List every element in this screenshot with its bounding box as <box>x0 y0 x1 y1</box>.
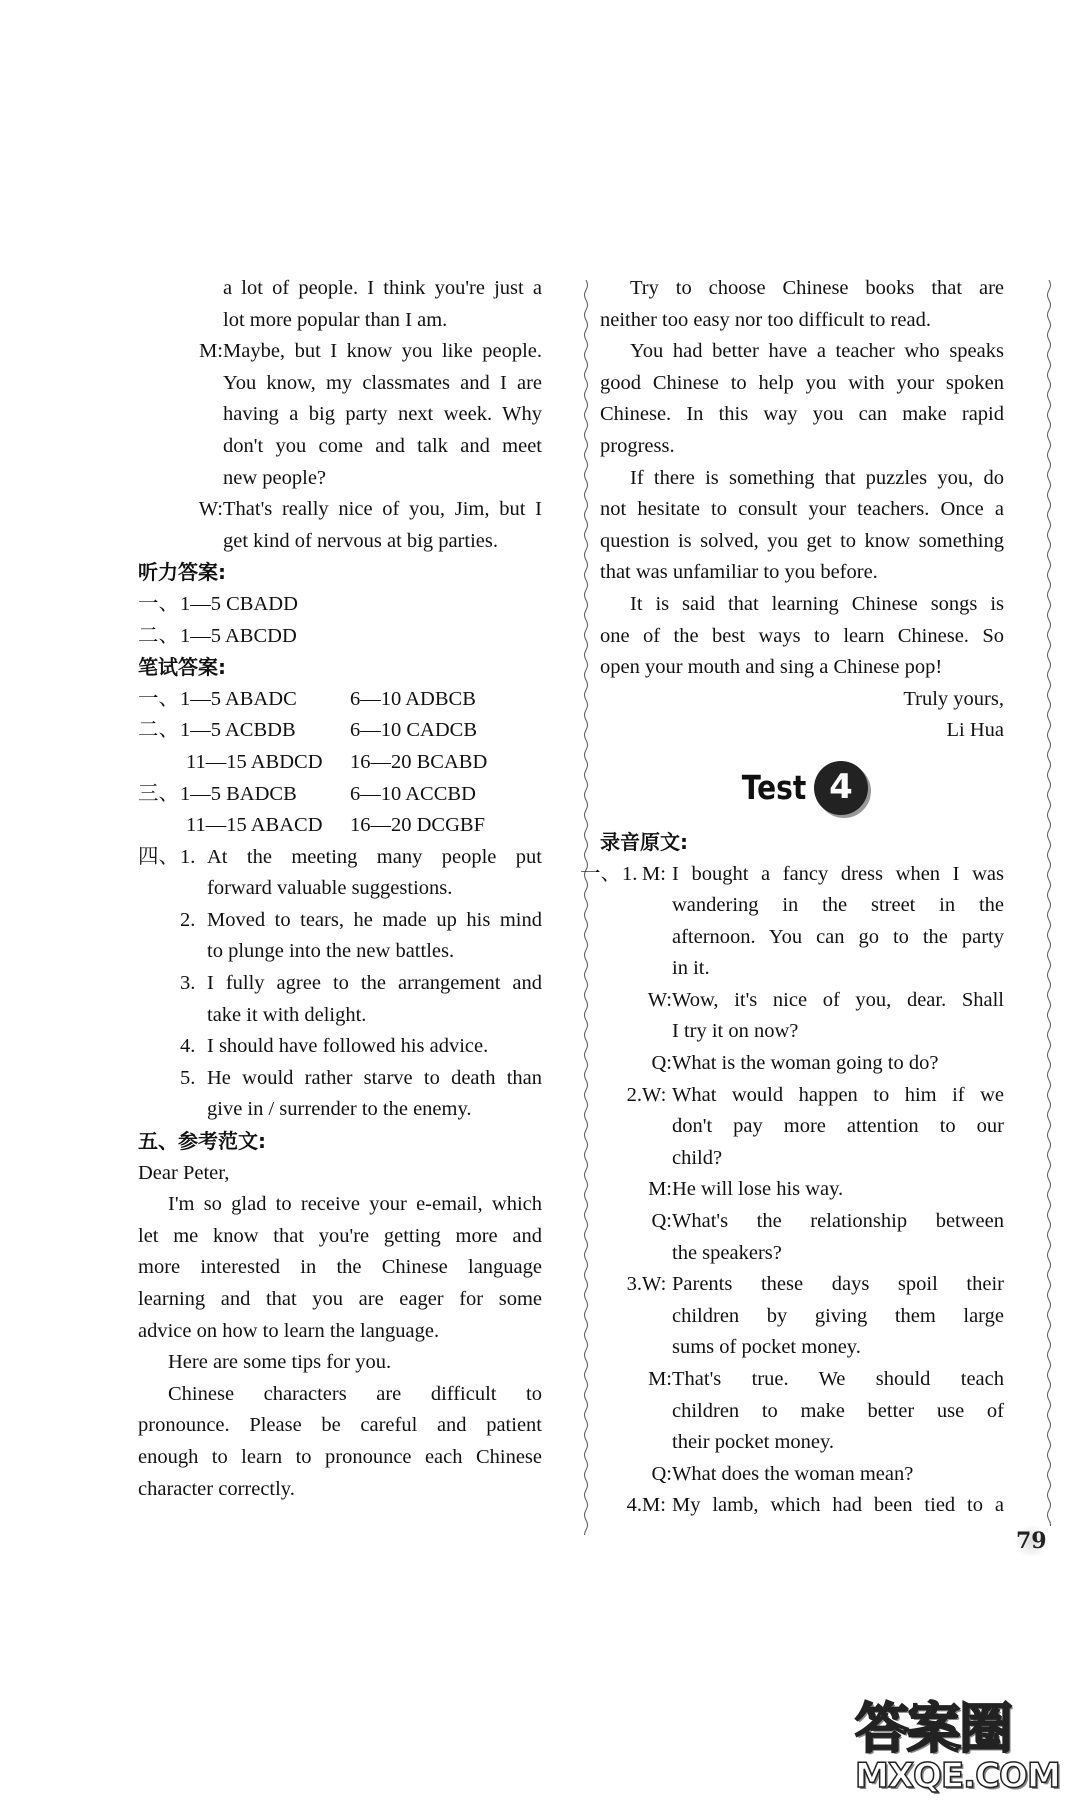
transcript-line: What does the woman mean? <box>672 1462 914 1485</box>
speaker-label: W: <box>642 1083 667 1106</box>
transcript-heading: 录音原文: <box>600 829 688 854</box>
written-answers-heading: 笔试答案: <box>138 655 226 680</box>
item-number: 2. <box>180 908 196 931</box>
speaker-label: Q: <box>651 1462 672 1485</box>
item-number: 4. <box>626 1494 642 1517</box>
letter-line: Chinese. In this way you can make rapid <box>600 403 1004 426</box>
answer-row <box>138 621 542 653</box>
letter-line: open your mouth and sing a Chinese pop! <box>600 656 943 679</box>
answer-range: 1—5 ABADC <box>180 687 297 710</box>
answer-range: 6—10 ADBCB <box>350 687 476 710</box>
answer-line: I fully agree to the arrangement and <box>207 972 542 995</box>
item-number: 1. <box>180 845 196 868</box>
item-number: 5. <box>180 1066 196 1089</box>
answer-range: 1—5 ABCDD <box>180 624 297 647</box>
answer-line: I should have followed his advice. <box>207 1035 489 1058</box>
letter-line: question is solved, you get to know something <box>600 529 1004 552</box>
answer-line: give in / surrender to the enemy. <box>207 1098 472 1121</box>
transcript-line: That's true. We should teach <box>672 1368 1004 1390</box>
item-number: 4. <box>180 1035 196 1058</box>
transcript-line: children by giving them large <box>672 1304 1004 1327</box>
transcript-line: child? <box>672 1146 723 1169</box>
speaker-label: Q: <box>651 1052 672 1075</box>
test-number-badge: 4 <box>814 761 868 815</box>
letter-line: progress. <box>600 434 675 457</box>
section-label: 二、 <box>138 719 179 742</box>
answer-line: Moved to tears, he made up his mind <box>207 908 542 931</box>
letter-line: Here are some tips for you. <box>168 1351 392 1374</box>
dialog-line: You know, my classmates and I are <box>223 371 542 394</box>
section-label: 三、 <box>138 782 179 805</box>
letter-line: not hesitate to consult your teachers. Once a <box>600 498 1004 521</box>
answer-row <box>138 684 542 716</box>
answer-range: 6—10 CADCB <box>350 719 478 742</box>
transcript-turn <box>600 985 1004 1017</box>
letter-line: I'm so glad to receive your e-email, which <box>168 1193 542 1216</box>
transcript-turn <box>600 1174 1004 1206</box>
watermark-logo <box>855 1697 1060 1796</box>
transcript-turn <box>600 1080 1004 1112</box>
speaker-label: M: <box>642 1494 666 1517</box>
dialog-line: That's really nice of you, Jim, but I <box>223 498 542 521</box>
section-label: 一、 <box>580 862 621 885</box>
dialog-turn-w <box>138 494 542 526</box>
answer-range: 16—20 BCABD <box>350 750 488 773</box>
transcript-line: in it. <box>672 957 710 980</box>
transcript-line: I bought a fancy dress when I was <box>672 862 1004 885</box>
transcript-line: wandering in the street in the <box>672 894 1004 917</box>
letter-line: If there is something that puzzles you, do <box>630 466 1004 489</box>
letter-line: You had better have a teacher who speaks <box>630 340 1004 363</box>
letter-line: enough to learn to pronounce each Chinese <box>138 1445 542 1468</box>
transcript-turn <box>600 1206 1004 1238</box>
letter-line: Chinese characters are difficult to <box>168 1382 542 1405</box>
transcript-turn <box>580 859 1004 891</box>
answer-row <box>138 747 542 779</box>
transcript-turn <box>600 1048 1004 1080</box>
answer-line: forward valuable suggestions. <box>207 877 453 900</box>
letter-line: pronounce. Please be careful and patient <box>138 1414 542 1437</box>
transcript-line: What would happen to him if we <box>672 1083 1004 1106</box>
transcript-line: What's the relationship between <box>672 1210 1004 1233</box>
transcript-line: He will lose his way. <box>672 1178 844 1201</box>
letter-line: character correctly. <box>138 1477 295 1500</box>
answer-range: 16—20 DCGBF <box>350 814 485 837</box>
transcript-line: Parents these days spoil their <box>672 1273 1004 1296</box>
sample-essay-heading: 五、参考范文: <box>138 1129 266 1154</box>
page-number: 79 <box>1012 1526 1051 1556</box>
transcript-line: the speakers? <box>672 1241 782 1264</box>
answer-range: 6—10 ACCBD <box>350 782 476 805</box>
item-number: 3. <box>626 1273 642 1296</box>
transcript-turn <box>600 1490 1004 1522</box>
column-divider <box>1045 280 1051 1535</box>
item-number: 3. <box>180 972 196 995</box>
transcript-turn <box>600 1459 1004 1491</box>
answer-line: take it with delight. <box>207 1003 367 1026</box>
dialog-line: get kind of nervous at big parties. <box>223 529 498 552</box>
watermark-bottom: MXQE.COM <box>855 1756 1060 1796</box>
letter-signature: Li Hua <box>946 719 1004 742</box>
letter-line: It is said that learning Chinese songs is <box>630 592 1004 615</box>
speaker-label: M: <box>642 862 666 885</box>
dialog-turn-m <box>138 336 542 368</box>
speaker-label: Q: <box>651 1210 672 1233</box>
dialog-line: a lot of people. I think you're just a <box>223 277 542 299</box>
transcript-line: children to make better use of <box>672 1399 1004 1422</box>
letter-line: let me know that you're getting more and <box>138 1224 542 1247</box>
transcript-line: afternoon. You can go to the party <box>672 925 1004 948</box>
dialog-line: don't you come and talk and meet <box>223 434 542 457</box>
speaker-label: M: <box>648 1178 672 1201</box>
speaker-label: M: <box>648 1368 672 1390</box>
section-label: 一、 <box>138 687 179 710</box>
letter-line: good Chinese to help you with your spoken <box>600 371 1004 394</box>
transcript-line: their pocket money. <box>672 1431 835 1454</box>
transcript-turn <box>600 1364 1004 1396</box>
transcript-line: sums of pocket money. <box>672 1336 861 1359</box>
column-divider <box>582 280 588 1535</box>
transcript-line: I try it on now? <box>672 1020 799 1043</box>
section-label: 四、 <box>138 845 179 868</box>
answer-row <box>138 779 542 811</box>
transcript-line: don't pay more attention to our <box>672 1115 1004 1138</box>
answer-range: 1—5 CBADD <box>180 592 298 615</box>
transcript-turn <box>600 1269 1004 1301</box>
answer-range: 11—15 ABACD <box>186 814 323 837</box>
answer-range: 11—15 ABDCD <box>186 750 323 773</box>
answer-range: 1—5 BADCB <box>180 782 297 805</box>
letter-line: one of the best ways to learn Chinese. So <box>600 624 1004 647</box>
translation-item <box>138 905 542 937</box>
translation-item <box>138 1031 542 1063</box>
translation-item <box>138 968 542 1000</box>
letter-line: that was unfamiliar to you before. <box>600 561 878 584</box>
answer-line: to plunge into the new battles. <box>207 940 455 963</box>
answer-row <box>138 810 542 842</box>
translation-item <box>138 1063 542 1095</box>
watermark-top: 答案圈 <box>855 1697 1011 1760</box>
listening-answers-heading: 听力答案: <box>138 560 226 585</box>
dialog-line: lot more popular than I am. <box>223 308 448 331</box>
test-title <box>600 753 1004 823</box>
section-label: 一、 <box>138 592 179 615</box>
answer-row <box>138 589 542 621</box>
left-column <box>138 273 542 1505</box>
letter-line: more interested in the Chinese language <box>138 1256 542 1279</box>
item-number: 1. <box>622 862 638 885</box>
letter-salutation: Dear Peter, <box>138 1161 230 1184</box>
test-word: Test <box>741 768 807 808</box>
answer-line: He would rather starve to death than <box>207 1066 542 1089</box>
answer-row <box>138 715 542 747</box>
letter-line: advice on how to learn the language. <box>138 1319 440 1342</box>
dialog-line: Maybe, but I know you like people. <box>223 340 542 363</box>
transcript-line: My lamb, which had been tied to a <box>672 1494 1004 1517</box>
speaker-label: W: <box>647 988 672 1011</box>
answer-line: At the meeting many people put <box>207 845 542 868</box>
transcript-line: What is the woman going to do? <box>672 1052 939 1075</box>
letter-closing: Truly yours, <box>903 687 1004 710</box>
letter-line: Try to choose Chinese books that are <box>630 277 1004 299</box>
speaker-label: M: <box>199 340 223 363</box>
transcript-line: Wow, it's nice of you, dear. Shall <box>672 988 1004 1011</box>
letter-line: learning and that you are eager for some <box>138 1288 542 1310</box>
dialog-line: new people? <box>223 466 327 489</box>
translation-item <box>138 842 542 874</box>
letter-line: neither too easy nor too difficult to read. <box>600 308 931 331</box>
speaker-label: W: <box>198 498 223 521</box>
answer-range: 1—5 ACBDB <box>180 719 296 742</box>
section-label: 二、 <box>138 624 179 647</box>
item-number: 2. <box>626 1083 642 1106</box>
right-column <box>580 273 1004 1522</box>
speaker-label: W: <box>642 1273 667 1296</box>
dialog-line: having a big party next week. Why <box>223 403 542 426</box>
